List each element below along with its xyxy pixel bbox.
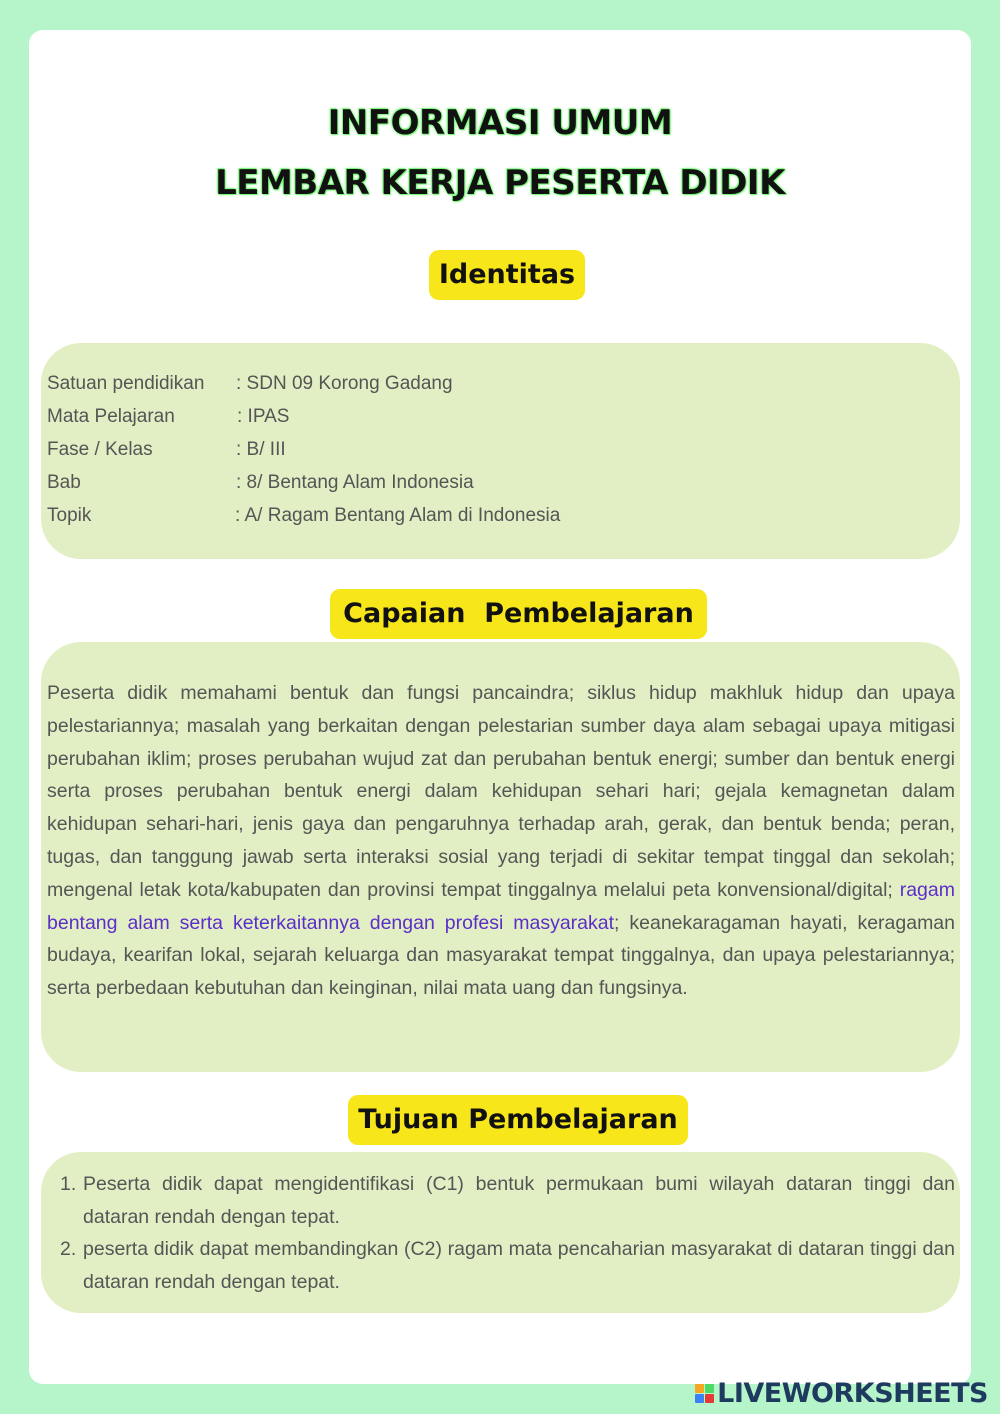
list-text: peserta didik dapat membandingkan (C2) ragam mata pencaharian masyarakat di dataran tinggi dan dataran rendah dengan tepat. — [83, 1238, 955, 1293]
capaian-text-part: Peserta didik memahami bentuk dan fungsi pancaindra; siklus hidup makhluk hidup dan upaya pelestariannya; masalah yang berkaitan dengan pelestarian sumber daya alam sebagai upaya mitigasi perubahan iklim; proses perubahan wujud zat dan perubahan bentuk energi; sumber dan bentuk energi serta proses perubahan bentuk energi dalam kehidupan sehari hari; gejala kemagnetan dalam kehidupan sehari-hari, jenis gaya dan pengaruhnya terhadap arah, gerak, dan bentuk benda; peran, tugas, dan tanggung jawab serta interaksi sosial yang terjadi di sekitar tempat tinggal dan sekolah; mengenal letak kota/kabupaten dan provinsi tempat tinggalnya melalui peta konvensional/digital; — [47, 682, 955, 901]
list-item — [60, 1233, 955, 1298]
ident-value: : A/ Ragam Bentang Alam di Indonesia — [235, 505, 561, 526]
ident-value: : B/ III — [236, 439, 286, 460]
ident-value: : 8/ Bentang Alam Indonesia — [236, 472, 474, 493]
capaian-text-part: ; keanekaragaman hayati, keragaman budaya, kearifan lokal, sejarah keluarga dan masyarakat tempat tinggalnya, dan upaya pelestariannya; serta perbedaan kebutuhan dan keinginan, nilai mata uang dan fungsinya. — [47, 911, 955, 1000]
ident-label: Fase / Kelas — [47, 439, 153, 460]
ident-value: : SDN 09 Korong Gadang — [236, 373, 453, 394]
ident-label: Satuan pendidikan — [47, 373, 205, 394]
liveworksheets-mark-icon — [695, 1384, 714, 1403]
title-line-2: LEMBAR KERJA PESERTA DIDIK — [215, 163, 785, 203]
capaian-text — [47, 677, 955, 1005]
mark-square — [705, 1394, 714, 1403]
tujuan-heading: Tujuan Pembelajaran — [348, 1095, 688, 1145]
ident-value: : IPAS — [237, 406, 290, 427]
capaian-heading: Capaian Pembelajaran — [330, 589, 707, 639]
liveworksheets-brand: LIVEWORKSHEETS — [717, 1378, 988, 1409]
capaian-highlight: ragam bentang alam serta keterkaitannya dengan profesi masyarakat — [47, 878, 955, 934]
mark-square — [705, 1384, 714, 1393]
ident-label: Topik — [47, 505, 92, 526]
ident-label: Bab — [47, 472, 81, 493]
list-number: 1. — [60, 1173, 77, 1195]
tujuan-list — [60, 1168, 955, 1298]
title-line-1: INFORMASI UMUM — [327, 103, 673, 143]
list-text: Peserta didik dapat mengidentifikasi (C1) bentuk permukaan bumi wilayah dataran tinggi dan dataran rendah dengan tepat. — [83, 1173, 955, 1228]
liveworksheets-logo[interactable] — [695, 1378, 988, 1409]
list-number: 2. — [60, 1238, 77, 1260]
list-item — [60, 1168, 955, 1233]
mark-square — [695, 1394, 704, 1403]
ident-label: Mata Pelajaran — [47, 406, 175, 427]
mark-square — [695, 1384, 704, 1393]
identitas-heading: Identitas — [429, 250, 585, 300]
